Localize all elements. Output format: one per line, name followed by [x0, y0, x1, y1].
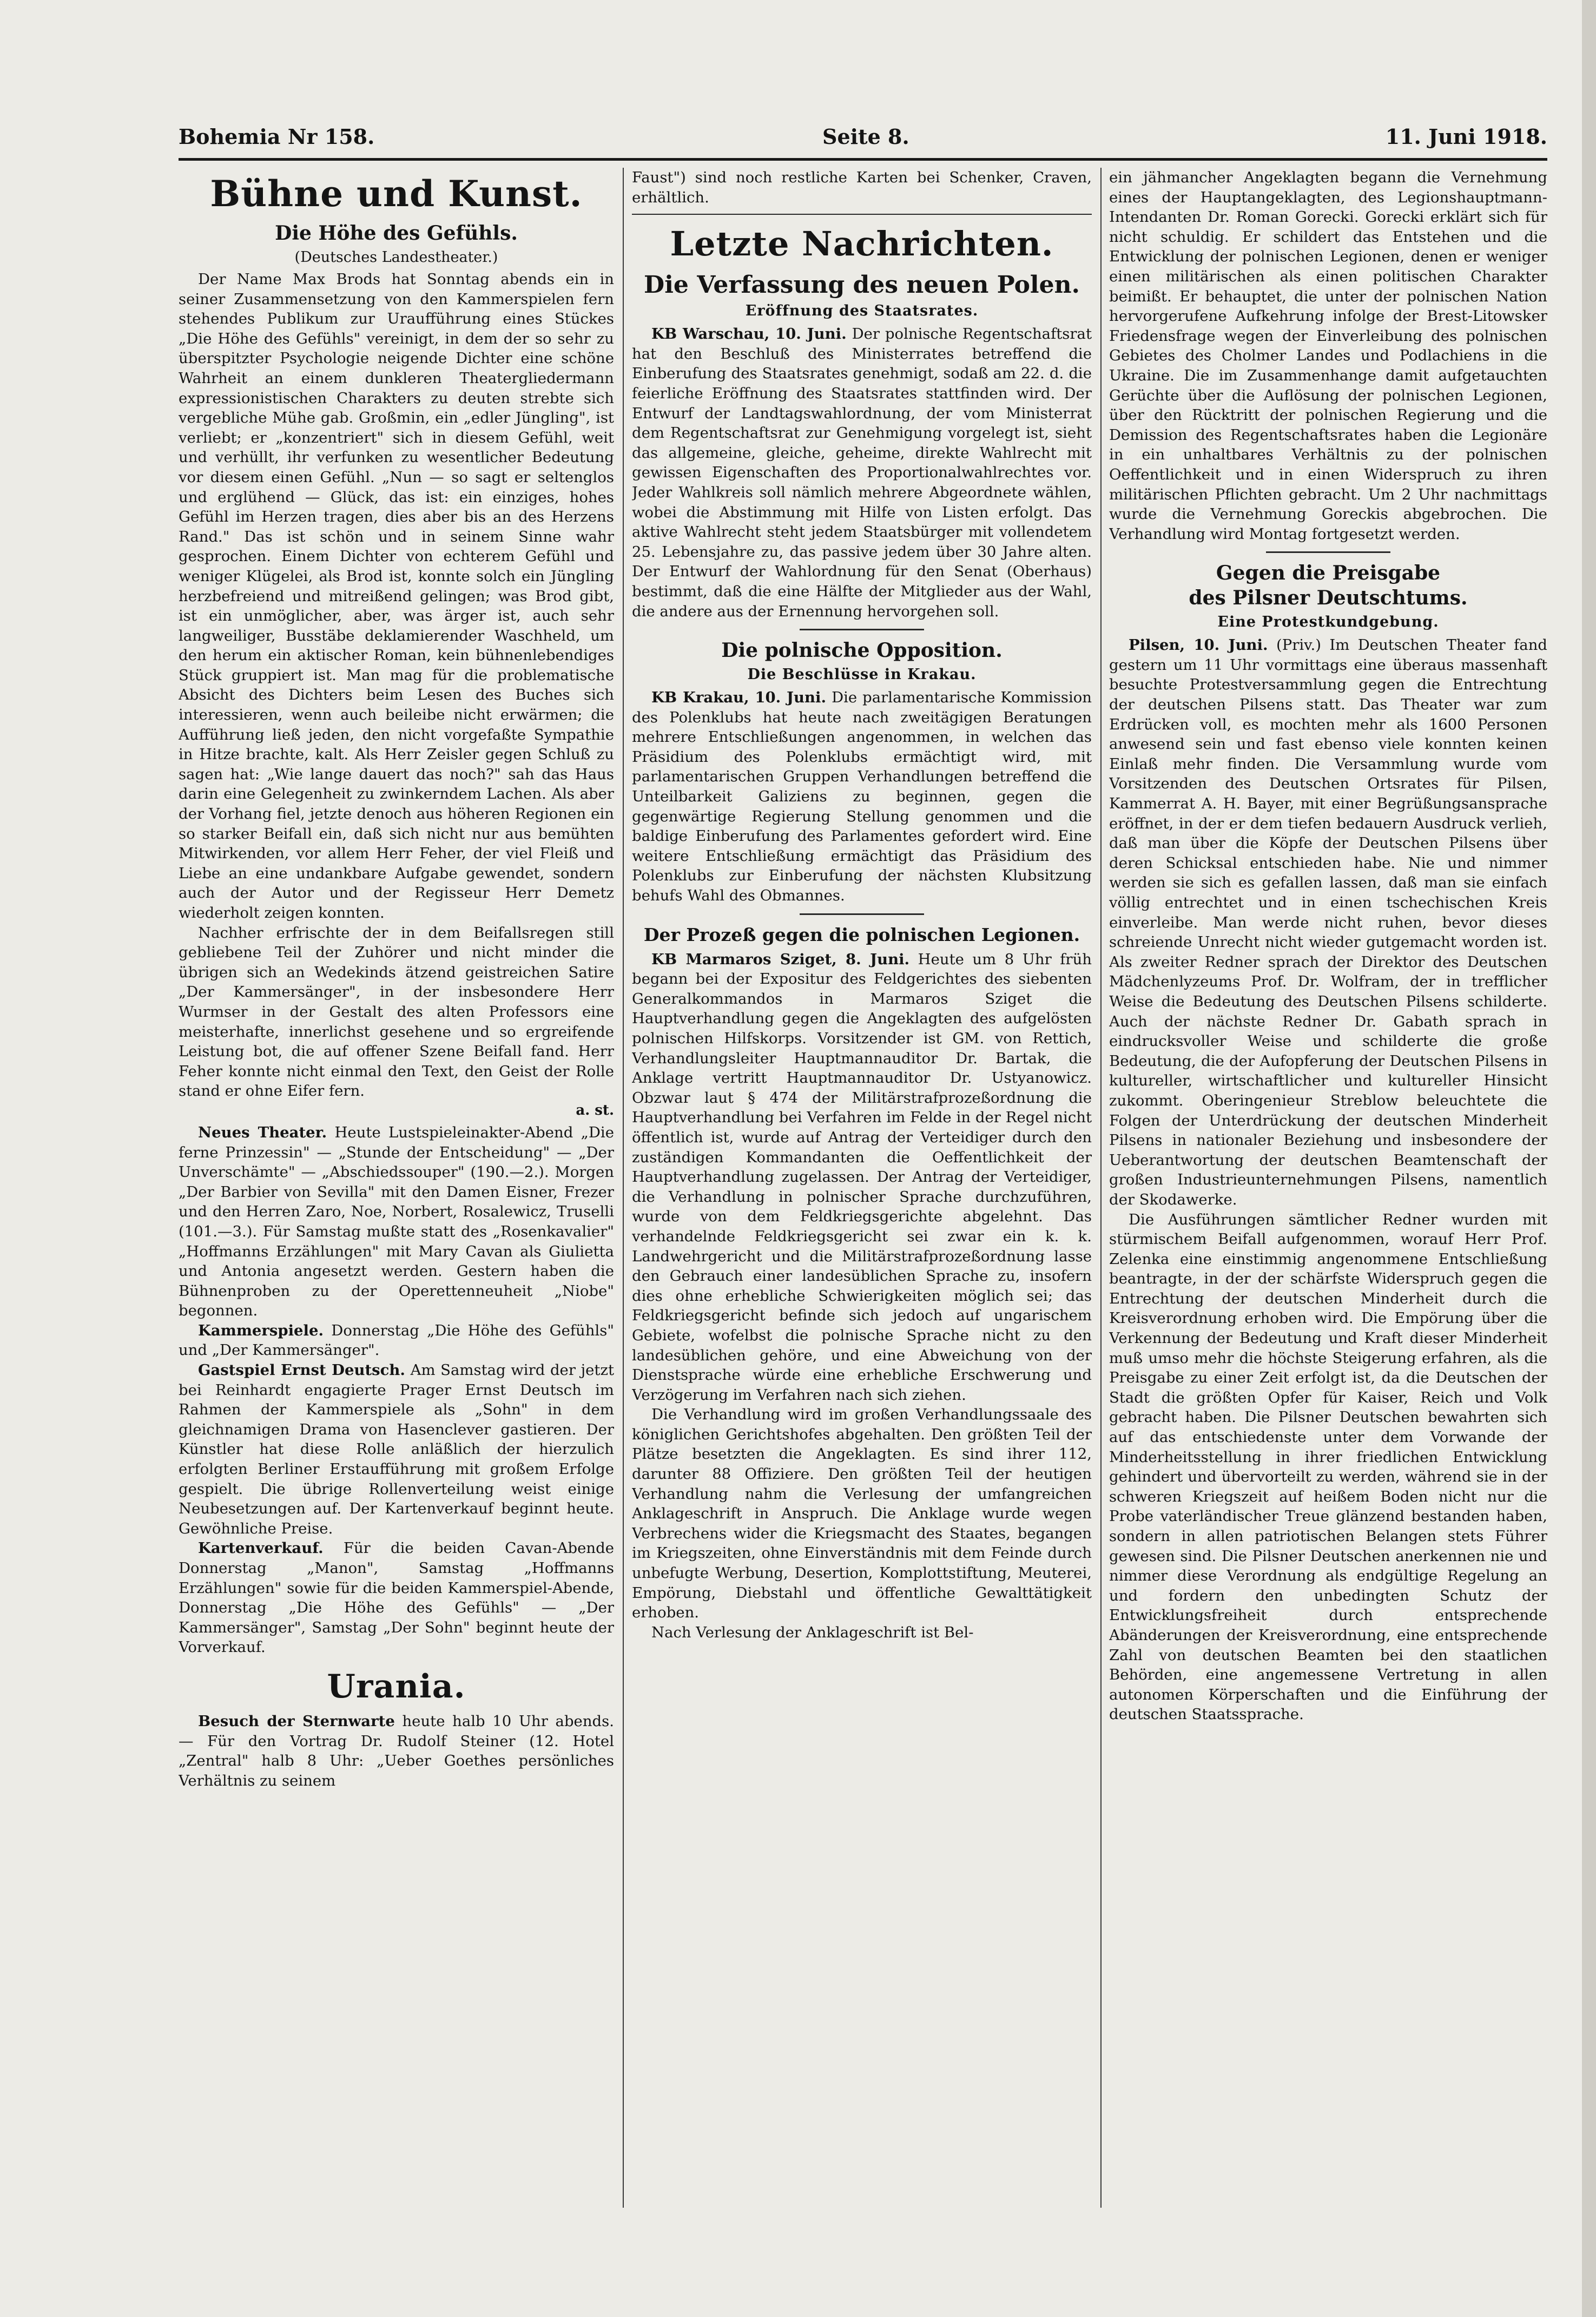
dateline: KB Marmaros Sziget, 8. Juni. — [651, 950, 910, 968]
section-title: Bühne und Kunst. — [210, 173, 583, 215]
notice-label: Kammerspiele. — [198, 1321, 324, 1339]
header-date: 11. Juni 1918. — [1385, 124, 1547, 149]
article-signature: a. st. — [576, 1102, 614, 1118]
notice-label: Gastspiel Ernst Deutsch. — [198, 1361, 405, 1379]
article-subtitle: (Deutsches Landestheater.) — [294, 249, 498, 266]
notice-text: Für die beiden Cavan-Abende Donnerstag „Manon", Samstag „Hoffmanns Erzählungen" sowie für die beiden Kammerspiel-Abende, Donnerstag „Die Höhe des Gefühls" — „Der Kammersänger", Samstag „Der Sohn" beginnt heute der Vorverkauf. — [179, 1539, 614, 1656]
article-title: Die Höhe des Gefühls. — [275, 222, 518, 245]
section-title-urania: Urania. — [327, 1667, 466, 1706]
header-page-number: Seite 8. — [822, 124, 909, 149]
urania-paragraph — [179, 1712, 614, 1791]
notice-item — [179, 1123, 614, 1321]
column-divider — [623, 168, 624, 2208]
article-paragraph: Pilsen, 10. Juni. (Priv.) Im Deutschen Theater fand gestern um 11 Uhr vormittags eine überaus massenhaft besuchte Protestversammlung gegen die Entrechtung der deutschen Pilsens statt. Das Theater war zum Erdrücken voll, es mochten mehr als 1600 Personen anwesend sein und fast ebenso viele konnten keinen Einlaß mehr finden. Die Versammlung wurde vom Vorsitzenden des Deutschen Ortsrates für Pilsen, Kammerrat A. H. Bayer, mit einer Begrüßungsansprache eröffnet, in der er dem tiefen bedauern Ausdruck verlieh, daß man über die Köpfe der Deutschen Pilsens über deren Schicksal entschieden habe. Nie und nimmer werden sie sich es gefallen lassen, daß man sie einfach völlig entrechtet und in einen tschechischen Kreis einverleibe. Man werde nicht ruhen, bevor dieses schreiende Unrecht nicht wieder gutgemacht worden ist. Als zweiter Redner sprach der Direktor des Deutschen Mädchenlyzeums Prof. Dr. Wolfram, der in trefflicher Weise die Bedeutung des Deutschen Pilsens schilderte. Auch der nächste Redner Dr. Gabath sprach in eindrucksvoller Weise und schilderte die große Bedeutung, die der Aufopferung der Deutschen Pilsens in kultureller, wirtschaftlicher und kultureller Hinsicht zukommt. Oberingenieur Streblow beleuchtete die Folgen der Unterdrückung der deutschen Minderheit Pilsens in nationaler Beziehung und insbesondere der Ueberantwortung der deutschen Beamtenschaft der großen Industrieunternehmungen Pilsens, namentlich der Skodawerke. — [1109, 636, 1547, 1208]
dateline: Pilsen, 10. Juni. — [1129, 636, 1268, 654]
article-title: Die polnische Opposition. — [721, 639, 1003, 662]
column-2 — [632, 168, 1092, 2213]
header-rule — [179, 158, 1547, 161]
notice-item — [179, 1538, 614, 1657]
article-title: Gegen die Preisgabe — [1216, 562, 1441, 585]
column-3 — [1109, 168, 1547, 2213]
article-paragraph: Die Verhandlung wird im großen Verhandlungssaale des königlichen Gerichtshofes abgehalten. Den größten Teil der Plätze besetzten die Angeklagten. Es sind ihrer 112, darunter 88 Offiziere. Den größten Teil der heutigen Verhandlung nahm die Verlesung der umfangreichen Anklageschrift in Anspruch. Die Anklage wurde wegen Verbrechens wider die Kriegsmacht des Staates, begangen im Kriegszeiten, ohne Einverständnis mit dem Feinde durch unbefugte Werbung, Desertion, Komplottstiftung, Meuterei, Empörung, Diebstahl und öffentliche Gewalttätigkeit erhoben. — [632, 1406, 1092, 1622]
article-subtitle: Die Beschlüsse in Krakau. — [747, 666, 977, 683]
divider — [800, 629, 924, 630]
divider — [1266, 551, 1390, 553]
dateline: KB Krakau, 10. Juni. — [651, 689, 827, 707]
article-paragraph: KB Marmaros Sziget, 8. Juni. Heute um 8 Uhr früh begann bei der Expositur des Feldgerichtes des siebenten Generalkommandos in Marmaros Sziget die Hauptverhandlung gegen die Angeklagten des aufgelösten polnischen Hilfskorps. Vorsitzender ist GM. von Rettich, Verhandlungsleiter Hauptmannauditor Dr. Bartak, die Anklage vertritt Hauptmannauditor Dr. Ustyanowicz. Obzwar laut § 474 der Militärstrafprozeßordnung die Hauptverhandlung bei Verfahren im Felde in der Regel nicht öffentlich ist, wurde auf Antrag der Verteidiger durch den zuständigen Kommandanten die Oeffentlichkeit der Hauptverhandlung zugelassen. Der Antrag der Verteidiger, die Verhandlung in polnischer Sprache durchzuführen, wurde von dem Feldkriegsgerichte abgelehnt. Das verhandelnde Feldkriegsgericht sei zwar ein k. k. Landwehrgericht und die Militärstrafprozeßordnung lasse den Gebrauch einer landesüblichen Sprache zu, insofern dies ohne erhebliche Schwierigkeiten möglich sei; das Feldkriegsgericht befinde sich jedoch auf ungarischem Gebiete, wofelbst die polnische Sprache nicht zu den landesüblichen gehöre, und eine Abweichung von der Dienstsprache würde eine erhebliche Erschwerung und Verzögerung im Verfahren nach sich ziehen. — [632, 950, 1092, 1404]
divider — [632, 214, 1092, 215]
dateline: KB Warschau, 10. Juni. — [651, 325, 847, 343]
article-subtitle: Eine Protestkundgebung. — [1217, 614, 1439, 631]
article-title: des Pilsner Deutschtums. — [1189, 587, 1468, 610]
notice-text: Heute Lustspieleinakter-Abend „Die ferne Prinzessin" — „Stunde der Entscheidung" — „Der Unverschämte" — „Abschiedssouper" (190.—2.). Morgen „Der Barbier von Sevilla" mit den Damen Eisner, Frezer und den Herren Zaro, Noe, Norbert, Rosalewicz, Truselli (101.—3.). Für Samstag mußte statt des „Rosenkavalier" „Hoffmanns Erzählungen" mit Mary Cavan als Giulietta und Antonia angesetzt werden. Gestern haben die Bühnenproben zu der Operettenneuheit „Niobe" begonnen. — [179, 1123, 614, 1320]
notice-label: Kartenverkauf. — [198, 1539, 324, 1557]
scan-edge — [1582, 0, 1596, 2317]
article-paragraph: Nachher erfrischte der in dem Beifallsregen still gebliebene Teil der Zuhörer und nicht minder die übrigen sich an Wedekinds ätzend geistreichen Satire „Der Kammersänger", in der insbesondere Herr Wurmser in der Gestalt des alten Professors eine meisterhafte, innerlichst gesehene und so ergreifende Leistung bot, die auf offener Szene Beifall fand. Herr Feher konnte nicht einmal den Text, den Geist der Rolle stand er ohne Eifer fern. — [179, 924, 614, 1100]
article-title: Die Verfassung des neuen Polen. — [644, 271, 1080, 299]
divider — [800, 913, 924, 915]
continued-text: ein jähmancher Angeklagten begann die Vernehmung eines der Hauptangeklagten, des Legionshauptmann-Intendanten Dr. Roman Gorecki. Gorecki erklärt sich für nicht schuldig. Er schildert das Entstehen und die Entwicklung der polnischen Legionen, denen er weniger einen militärischen als einen politischen Charakter beimißt. Er behauptet, die unter der polnischen Nation hervorgerufene Aufkehrung infolge der Brest-Litowsker Friedensfrage wegen der Einverleibung des polnischen Gebietes des Cholmer Landes und Podlachiens in die Ukraine. Die im Zusammenhange damit aufgetauchten Gerüchte über die Auflösung der polnischen Legionen, über den Rücktritt der polnischen Regierung und die Demission des Regentschaftsrates haben die Legionäre in ein unhaltbares Verhältnis zu der polnischen Oeffentlichkeit und in einen Widerspruch zu ihren militärischen Pflichten gebracht. Um 2 Uhr nachmittags wurde die Vernehmung Goreckis abgebrochen. Die Verhandlung wird Montag fortgesetzt werden. — [1109, 169, 1547, 543]
page-header — [179, 119, 1547, 157]
continued-text: Faust") sind noch restliche Karten bei Schenker, Craven, erhältlich. — [632, 169, 1092, 206]
column-divider — [1100, 168, 1102, 2208]
notice-item — [179, 1360, 614, 1538]
section-title: Letzte Nachrichten. — [670, 224, 1054, 264]
article-paragraph: Der Name Max Brods hat Sonntag abends ein in seiner Zusammensetzung von den Kammerspielen fern stehendes Publikum zur Uraufführung eines Stückes „Die Höhe des Gefühls" vereinigt, in dem der so sehr zu überspitzter Psychologie neigende Dichter eine schöne Wahrheit an einem dunkleren Theatergliedermann expressionistischen Charakters zu deuten strebte sich vergebliche Mühe gab. Großmin, ein „edler Jüngling", ist verliebt; er „konzentriert" sich in diesem Gefühl, weit und verhüllt, ihr verfunken zu wesentlicher Bedeutung vor diesem einen Gefühl. „Nun — so sagt er seltenglos und erglühend — Glück, das ist: ein einziges, hohes Gefühl im Herzen tragen, dies aber bis an des Herzens Rand." Das ist schön und in seinem Sinne wahr gesprochen. Einem Dichter von echterem Gefühl und weniger Klügelei, als Brod ist, konnte solch ein Jüngling herzbefreiend und mitreißend gelingen; was Brod gibt, ist ein unmöglicher, aber, was ärger ist, auch sehr langweiliger, Busstäbe deklamierender Waschheld, um den herum ein aktischer Roman, kein bühnenlebendiges Stück gruppiert ist. Man mag für die problematische Absicht des Dichters beim Lesen des Buches sich interessieren, wenn auch beileibe nicht erwärmen; die Aufführung ließ jeden, den nicht vorgefaßte Sympathie in Hitze brachte, kalt. Als Herr Zeisler gegen Schluß zu sagen hat: „Wie lange dauert das noch?" sah das Haus darin eine Gelegenheit zu zwinkerndem Lachen. Als aber der Vorhang fiel, jetzte denoch aus höheren Regionen ein so starker Beifall ein, daß sich nicht nur aus bemühten Mitwirkenden, vor allem Herr Feher, der viel Fleiß und Liebe an eine undankbare Aufgabe gewendet, sondern auch der Autor und der Regisseur Herr Demetz wiederholt zeigen konnten. — [179, 271, 614, 921]
article-paragraph: KB Warschau, 10. Juni. Der polnische Regentschaftsrat hat den Beschluß des Ministerrates betreffend die Einberufung des Staatsrates genehmigt, sodaß am 22. d. die feierliche Eröffnung des Staatsrates stattfinden wird. Der Entwurf der Landtagswahlordnung, der vom Ministerrat dem Regentschaftsrat zur Genehmigung vorgelegt ist, sieht das allgemeine, gleiche, geheime, direkte Wahlrecht mit gewissen Eigenschaften des Proportionalwahlrechtes vor. Jeder Wahlkreis soll nämlich mehrere Abgeordnete wählen, wobei die Abstimmung mit Hilfe von Listen erfolgt. Das aktive Wahlrecht steht jedem Staatsbürger mit vollendetem 25. Lebensjahre zu, das passive jedem über 30 Jahre alten. Der Entwurf der Wahlordnung für den Senat (Oberhaus) bestimmt, daß die eine Hälfte der Mitglieder aus der Wahl, die andere aus der Ernennung hervorgehen soll. — [632, 325, 1092, 620]
header-issue: Bohemia Nr 158. — [179, 124, 375, 149]
notice-text: Donnerstag „Die Höhe des Gefühls" und „Der Kammersänger". — [179, 1321, 614, 1359]
article-paragraph: Die Ausführungen sämtlicher Redner wurden mit stürmischem Beifall aufgenommen, worauf Herr Prof. Zelenka eine einstimmig angenommene Entschließung beantragte, in der der schärfste Widerspruch gegen die Entrechtung der deutschen Minderheit durch die Kreisverordnung erhoben wird. Die Empörung über die Verkennung der Bedeutung und Kraft dieser Minderheit muß umso mehr die höchste Steigerung erfahren, als die Preisgabe zu einer Zeit erfolgt ist, da die Deutschen der Stadt die größten Opfer für Kaiser, Reich und Volk gebracht haben. Die Pilsner Deutschen bewahrten sich auf das entschiedenste unter dem Vorwande der Minderheitsstellung in ihrer friedlichen Entwicklung gehindert und übervorteilt zu werden, während sie in der schweren Kriegszeit auf heißem Boden nicht nur die Probe vaterländischer Treue glänzend bestanden haben, sondern in allen patriotischen Belangen stets Führer gewesen sind. Die Pilsner Deutschen anerkennen nie und nimmer diese Verordnung als endgültige Regelung an und fordern den unbedingten Schutz der Entwicklungsfreiheit durch entsprechende Abänderungen der Kreisverordnung, eine entsprechende Zahl von deutschen Beamten bei den staatlichen Behörden, eine angemessene Vertretung in allen autonomen Körperschaften und die Einführung der deutschen Staatssprache. — [1109, 1210, 1547, 1723]
article-subtitle: Eröffnung des Staatsrates. — [745, 302, 979, 320]
notice-text: Am Samstag wird der jetzt bei Reinhardt engagierte Prager Ernst Deutsch im Rahmen der Kammerspiele als „Sohn" in dem gleichnamigen Drama von Hasenclever gastieren. Der Künstler hat diese Rolle anläßlich der hierzulich erfolgten Berliner Erstaufführung mit großem Erfolge gespielt. Die übrige Rollenverteilung weist einige Neubesetzungen auf. Der Kartenverkauf beginnt heute. Gewöhnliche Preise. — [179, 1361, 614, 1537]
notice-item — [179, 1321, 614, 1360]
column-1 — [179, 168, 614, 2213]
article-paragraph: KB Krakau, 10. Juni. Die parlamentarische Kommission des Polenklubs hat heute nach zweitägigen Beratungen mehrere Entschließungen angenommen, in welchen das Präsidium des Polenklubs ermächtigt wird, mit parlamentarischen Gruppen Verhandlungen betreffend die Unteilbarkeit Galiziens zu beginnen, gegen die gegenwärtige Regierung Stellung genommen und die baldige Einberufung des Parlamentes gefordert wird. Eine weitere Entschließung ermächtigt das Präsidium des Polenklubs zur Einberufung der nächsten Klubsitzung behufs Wahl des Obmannes. — [632, 689, 1092, 905]
notice-label: Neues Theater. — [198, 1123, 327, 1141]
urania-text: heute halb 10 Uhr abends. — Für den Vortrag Dr. Rudolf Steiner (12. Hotel „Zentral" halb 8 Uhr: „Ueber Goethes persönliches Verhältnis zu seinem — [179, 1712, 614, 1789]
article-title: Der Prozeß gegen die polnischen Legionen. — [643, 924, 1080, 945]
article-paragraph: Nach Verlesung der Anklageschrift ist Bel- — [651, 1623, 974, 1641]
urania-label: Besuch der Sternwarte — [198, 1712, 395, 1730]
